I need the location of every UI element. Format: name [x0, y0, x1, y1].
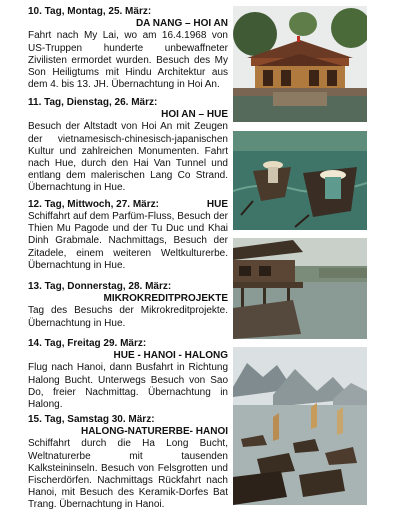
day-description: Flug nach Hanoi, dann Busfahrt in Richtung Halong Bucht. Unterwegs Besuch von Sao Do, freier Nachmittag. Übernachtung in Halong. — [28, 362, 228, 411]
day-description: Schiffahrt durch die Ha Long Bucht, Weltnaturerbe mit tausenden Kalksteininseln. Besuch von Felsgrotten und Fischerdörfen. Nachmittags Rückfahrt nach Hanoi, mit Besuch des Keramik-Dorfes Bat Trang. Übernachtung in Hanoi. — [28, 438, 228, 511]
day-route: HALONG-NATURERBE- HANOI — [80, 426, 228, 438]
photo-pagoda-bridge — [233, 6, 367, 122]
itinerary-day-13 — [28, 281, 228, 330]
day-heading: 15. Tag, Samstag 30. März: — [28, 414, 155, 425]
photo-halong-bay — [233, 347, 367, 505]
day-route: HUE - HANOI - HALONG — [113, 350, 228, 362]
day-route: MIKROKREDITPROJEKTE — [103, 293, 228, 305]
day-route: HOI AN – HUE — [161, 109, 228, 121]
itinerary-day-14 — [28, 338, 228, 411]
day-description: Tag des Besuchs der Mikrokreditprojekte. Übernachtung in Hue. — [28, 305, 228, 329]
day-heading: 10. Tag, Montag, 25. März: — [28, 6, 152, 17]
itinerary-day-12 — [28, 199, 228, 272]
day-description: Schiffahrt auf dem Parfüm-Fluss, Besuch der Thien Mu Pagode und der Tu Duc und Khai Dinh Grabmale. Nachmittags, Besuch der Zitadele, einem weiteren Weltkulturerbe. Übernachtung in Hue. — [28, 211, 228, 271]
itinerary-day-11 — [28, 97, 228, 195]
day-description: Fahrt nach My Lai, wo am 16.4.1968 von US-Truppen hunderte unbewaffneter Zivilisten ermordet wurden. Besuch des My Son Heiligtums mit Hindu Architektur aus dem 4. bis 13. JH. Übernachtung in Hoi An. — [28, 30, 228, 91]
day-route: HUE — [206, 199, 228, 210]
photo-river-boats — [233, 131, 367, 230]
day-description: Besuch der Altstadt von Hoi An mit Zeugen der vietnamesisch-chinesisch-japanischen Kultur und zahlreichen Monumenten. Fahrt nach Hue, durch den Hai Van Tunnel und entlang dem malerischen Lang Co Strand. Übernachtung in Hue. — [28, 121, 228, 194]
day-heading: 11. Tag, Dienstag, 26. März: — [28, 97, 158, 108]
itinerary-day-10 — [28, 6, 228, 91]
day-route: DA NANG – HOI AN — [135, 18, 228, 30]
day-heading: 12. Tag, Mittwoch, 27. März: — [28, 199, 159, 210]
day-heading: 13. Tag, Donnerstag, 28. März: — [28, 281, 172, 292]
day-heading: 14. Tag, Freitag 29. März: — [28, 338, 147, 349]
photo-stilt-houses — [233, 238, 367, 339]
itinerary-day-15 — [28, 414, 228, 512]
